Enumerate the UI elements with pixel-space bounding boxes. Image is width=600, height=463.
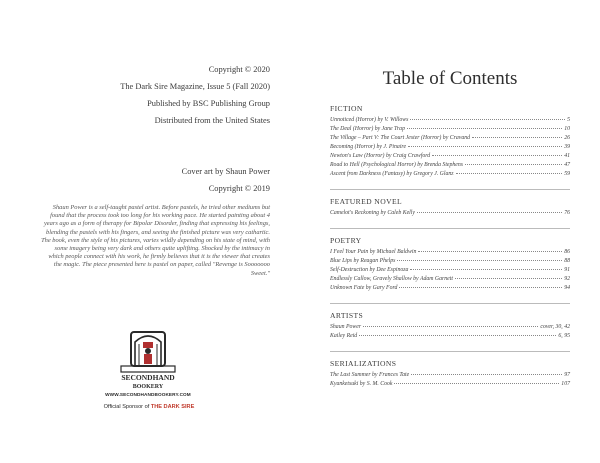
toc-entry-title: Road to Hell (Psychological Horror) by Brenda Stephens xyxy=(330,162,464,168)
toc-entry xyxy=(330,248,570,257)
toc-entry xyxy=(330,134,570,143)
toc-entry-title: Ascent from Darkness (Fantasy) by Gregory J. Glanz xyxy=(330,171,454,177)
toc-entry xyxy=(330,275,570,284)
toc-section-heading: SERIALIZATIONS xyxy=(330,359,397,368)
toc-leader-dots xyxy=(456,173,563,174)
toc-entry xyxy=(330,152,570,161)
distribution-line: Distributed from the United States xyxy=(154,116,270,125)
toc-entry-title: Kailey Reid xyxy=(330,333,358,339)
toc-entry xyxy=(330,284,570,293)
toc-entry xyxy=(330,380,570,389)
colophon xyxy=(40,64,270,278)
toc-entry xyxy=(330,257,570,266)
toc-section xyxy=(330,311,570,341)
toc-entry-page: 5 xyxy=(567,117,570,123)
toc-leader-dots xyxy=(410,269,562,270)
toc-entry-title: Self-Destruction by Dee Espinoza xyxy=(330,267,409,273)
toc-leader-dots xyxy=(363,326,538,327)
toc-entry-page: 86 xyxy=(564,249,570,255)
toc-leader-dots xyxy=(397,260,562,261)
toc-leader-dots xyxy=(465,164,562,165)
toc-entry-page: 91 xyxy=(564,267,570,273)
toc-leader-dots xyxy=(432,155,562,156)
toc-entry-title: Blue Lips by Reagan Phelps xyxy=(330,258,396,264)
toc-section xyxy=(330,104,570,179)
toc-section xyxy=(330,197,570,218)
toc-leader-dots xyxy=(472,137,562,138)
toc-leader-dots xyxy=(394,383,559,384)
toc-leader-dots xyxy=(418,251,562,252)
table-of-contents xyxy=(330,68,570,398)
toc-entry-page: 41 xyxy=(564,153,570,159)
toc-entry-page: cover, 30, 42 xyxy=(540,324,570,330)
toc-entry-title: The Deal (Horror) by Jane Trap xyxy=(330,126,405,132)
toc-entry xyxy=(330,371,570,380)
toc-entry-title: I Feel Your Pain by Michael Baldwin xyxy=(330,249,417,255)
toc-section-heading: ARTISTS xyxy=(330,311,364,320)
issue-line: The Dark Sire Magazine, Issue 5 (Fall 2020) xyxy=(120,82,270,91)
section-divider xyxy=(330,351,570,352)
toc-entry-page: 10 xyxy=(564,126,570,132)
sponsor-line xyxy=(84,404,214,410)
toc-entry-page: 94 xyxy=(564,285,570,291)
sponsor-name: THE DARK SIRE xyxy=(150,404,195,410)
toc-entry xyxy=(330,332,570,341)
toc-entry-title: Unnoticed (Horror) by V. Willows xyxy=(330,117,409,123)
toc-entry xyxy=(330,161,570,170)
toc-entry-title: Shaun Power xyxy=(330,324,362,330)
cover-art-credit: Cover art by Shaun Power xyxy=(181,167,270,176)
publisher-line: Published by BSC Publishing Group xyxy=(147,99,270,108)
toc-entry-page: 88 xyxy=(564,258,570,264)
toc-entry-title: Unknown Fate by Gary Ford xyxy=(330,285,398,291)
toc-entry-title: Endlessly Callow, Gravely Shallow by Adam Garnett xyxy=(330,276,453,282)
sponsor-prefix: Official Sponsor of xyxy=(103,404,151,410)
toc-entry-page: 39 xyxy=(564,144,570,150)
toc-leader-dots xyxy=(407,128,562,129)
toc-entry-title: Becoming (Horror) by J. Pinaire xyxy=(330,144,407,150)
toc-section xyxy=(330,359,570,389)
secondhand-bookery-logo xyxy=(100,328,196,397)
magazine-copyright: Copyright © 2020 xyxy=(208,65,270,74)
toc-entry-page: 6, 95 xyxy=(558,333,570,339)
toc-section xyxy=(330,236,570,293)
toc-entry-title: The Village – Part V: The Court Jester (Horror) by Cravand xyxy=(330,135,471,141)
toc-entry xyxy=(330,323,570,332)
toc-entry xyxy=(330,125,570,134)
toc-leader-dots xyxy=(359,335,556,336)
toc-entry-title: Kyanketsuki by S. M. Cook xyxy=(330,381,393,387)
toc-leader-dots xyxy=(410,119,565,120)
toc-leader-dots xyxy=(408,146,562,147)
toc-section-heading: FICTION xyxy=(330,104,363,113)
toc-entry-page: 47 xyxy=(564,162,570,168)
toc-leader-dots xyxy=(411,374,562,375)
toc-entry-page: 107 xyxy=(561,381,570,387)
toc-sections xyxy=(330,104,570,389)
bookery-url: WWW.SECONDHANDBOOKERY.COM xyxy=(105,392,191,397)
toc-title: Table of Contents xyxy=(382,68,518,89)
toc-entry-title: Newton's Law (Horror) by Craig Crawford xyxy=(330,153,431,159)
toc-entry xyxy=(330,170,570,179)
section-divider xyxy=(330,189,570,190)
toc-entry xyxy=(330,266,570,275)
section-divider xyxy=(330,228,570,229)
toc-entry xyxy=(330,209,570,218)
logo-wordmark: SECONDHAND xyxy=(121,373,175,382)
toc-leader-dots xyxy=(399,287,562,288)
toc-entry xyxy=(330,143,570,152)
toc-leader-dots xyxy=(455,278,562,279)
logo-subwordmark: BOOKERY xyxy=(132,384,164,390)
toc-leader-dots xyxy=(417,212,562,213)
toc-section-heading: POETRY xyxy=(330,236,362,245)
art-copyright: Copyright © 2019 xyxy=(208,184,270,193)
toc-entry-title: Camelot's Reckoning by Caleb Kelly xyxy=(330,210,415,216)
toc-entry-title: The Last Summer by Frances Tate xyxy=(330,372,410,378)
toc-section-heading: FEATURED NOVEL xyxy=(330,197,403,206)
toc-entry xyxy=(330,116,570,125)
section-divider xyxy=(330,303,570,304)
toc-entry-page: 92 xyxy=(564,276,570,282)
bookery-emblem-icon xyxy=(113,328,183,390)
toc-entry-page: 26 xyxy=(564,135,570,141)
toc-entry-page: 76 xyxy=(564,210,570,216)
toc-entry-page: 59 xyxy=(564,171,570,177)
artist-bio: Shaun Power is a self-taught pastel artist. Before pastels, he tried other mediums but found that the process took too long for his working pace. He started painting about 4 years ago as a form of therapy for Bipolar Disorder, finding that expressing his feelings, blending the pastels with his fingers, and seeing the finished picture was very cathartic. The book, even the style of his pictures, varies wildly depending on his state of mind, with some imagery being very dark and others quite uplifting. Shocked by the intimacy in which people connect with his work, he firmly believes that it is the viewer that creates the magic. The piece presented here is pastel on paper, called "Revenge is Sooooooo Sweet." xyxy=(41,204,270,277)
toc-entry-page: 97 xyxy=(564,372,570,378)
